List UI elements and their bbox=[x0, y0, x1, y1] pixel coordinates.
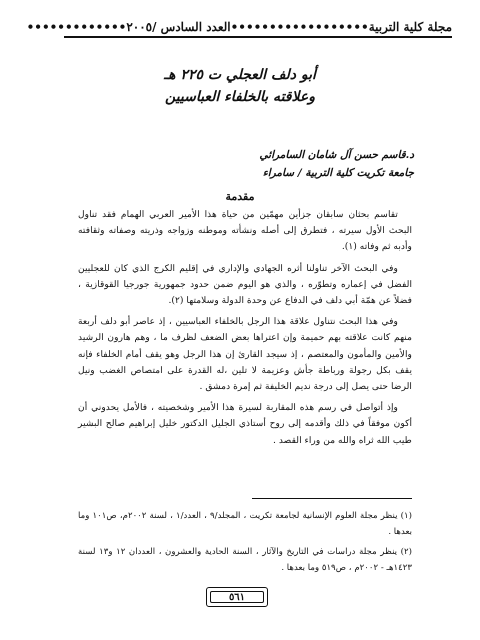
footnote-2: (٢) ينظر مجلة دراسات في التاريخ والآثار ، السنة الحادية والعشرون ، العددان ١٢ و١٣ لسنة ١٤٢٣هـ - ٢٠٠٢م ، ص٥١٩ وما بعدها . bbox=[78, 547, 412, 573]
paragraph-4: وإذ أتواصل في رسم هذه المقاربة لسيرة هذا الأمير وشخصيته ، فالأمل يحدوني أن أكون موفقاً في ذلك وأقدمه إلى روح أستاذي الجليل الدكتور خليل إبراهيم صالح البشير طيب الله ثراه والله من وراء القصد . bbox=[78, 402, 412, 446]
title-line-2: وعلاقته بالخلفاء العباسيين bbox=[165, 89, 315, 105]
author-block bbox=[84, 146, 414, 182]
page-number bbox=[206, 587, 268, 607]
body-text bbox=[78, 207, 412, 454]
footnote-divider bbox=[252, 498, 412, 499]
running-header bbox=[26, 14, 452, 38]
author-affiliation: جامعة تكريت كلية التربية / سامراء bbox=[262, 167, 414, 179]
paragraph-2: وفي البحث الآخر تناولنا أثره الجهادي والإداري في إقليم الكرج الذي كان للعجليين الفضل في إعماره وتطوّره ، والذي هو اليوم ضمن حدود جمهورية جورجيا القوقازية ، فضلاً عن همّة أبي دلف في الدفاع عن وحدة الدولة وسلامتها (٢). bbox=[78, 262, 412, 307]
issue-label: ••••••••••••••••••العدد السادس /٢٠٠٥••••••••••••• bbox=[26, 20, 369, 34]
section-heading: مقدمة bbox=[225, 190, 255, 203]
page-number-text: ٥٦١ bbox=[228, 591, 246, 603]
paragraph-3: وفي هذا البحث نتناول علاقة هذا الرجل بالخلفاء العباسيين ، إذ عاصر أبو دلف أربعة منهم كانت علاقته بهم حميمة وإن اعتراها بعض الضعف لظرف ما ، وهم هارون الرشيد والأمين والمأمون والمعتصم ، إذ سيجد القارئ إن هذا الرجل وهو يقف أمام الخلفاء فإنه يقف بكل رجولة ورباطة جأش وعزيمة لا تلين ،له القدرة على امتصاص الغضب ونيل الرضا حتى يصل إلى درجة نديم الخليفة ثم إمرة دمشق . bbox=[78, 316, 412, 393]
article-title bbox=[0, 64, 480, 108]
footnotes bbox=[78, 508, 412, 580]
paragraph-1: تقاسم بحثان سابقان جزأين مهمّين من حياة هذا الأمير العربي الهمام فقد تناول البحث الأول سيرته ، فتطرق إلى أصله ونشأته وموطنه وزواجه وذريته وصفاته وثقافته وأدبه ثم وفاته (١). bbox=[78, 209, 412, 253]
journal-name: مجلة كلية التربية bbox=[368, 20, 452, 34]
title-line-1: أبو دلف العجلي ت ٢٢٥ هـ bbox=[164, 67, 316, 83]
author-name: د.قاسم حسن آل شامان السامرائي bbox=[259, 149, 414, 161]
footnote-1: (١) ينظر مجلة العلوم الإنسانية لجامعة تكريت ، المجلد/٩ ، العدد/١ ، لسنة ٢٠٠٢م، ص١٠١ وما بعدها . bbox=[78, 511, 412, 537]
